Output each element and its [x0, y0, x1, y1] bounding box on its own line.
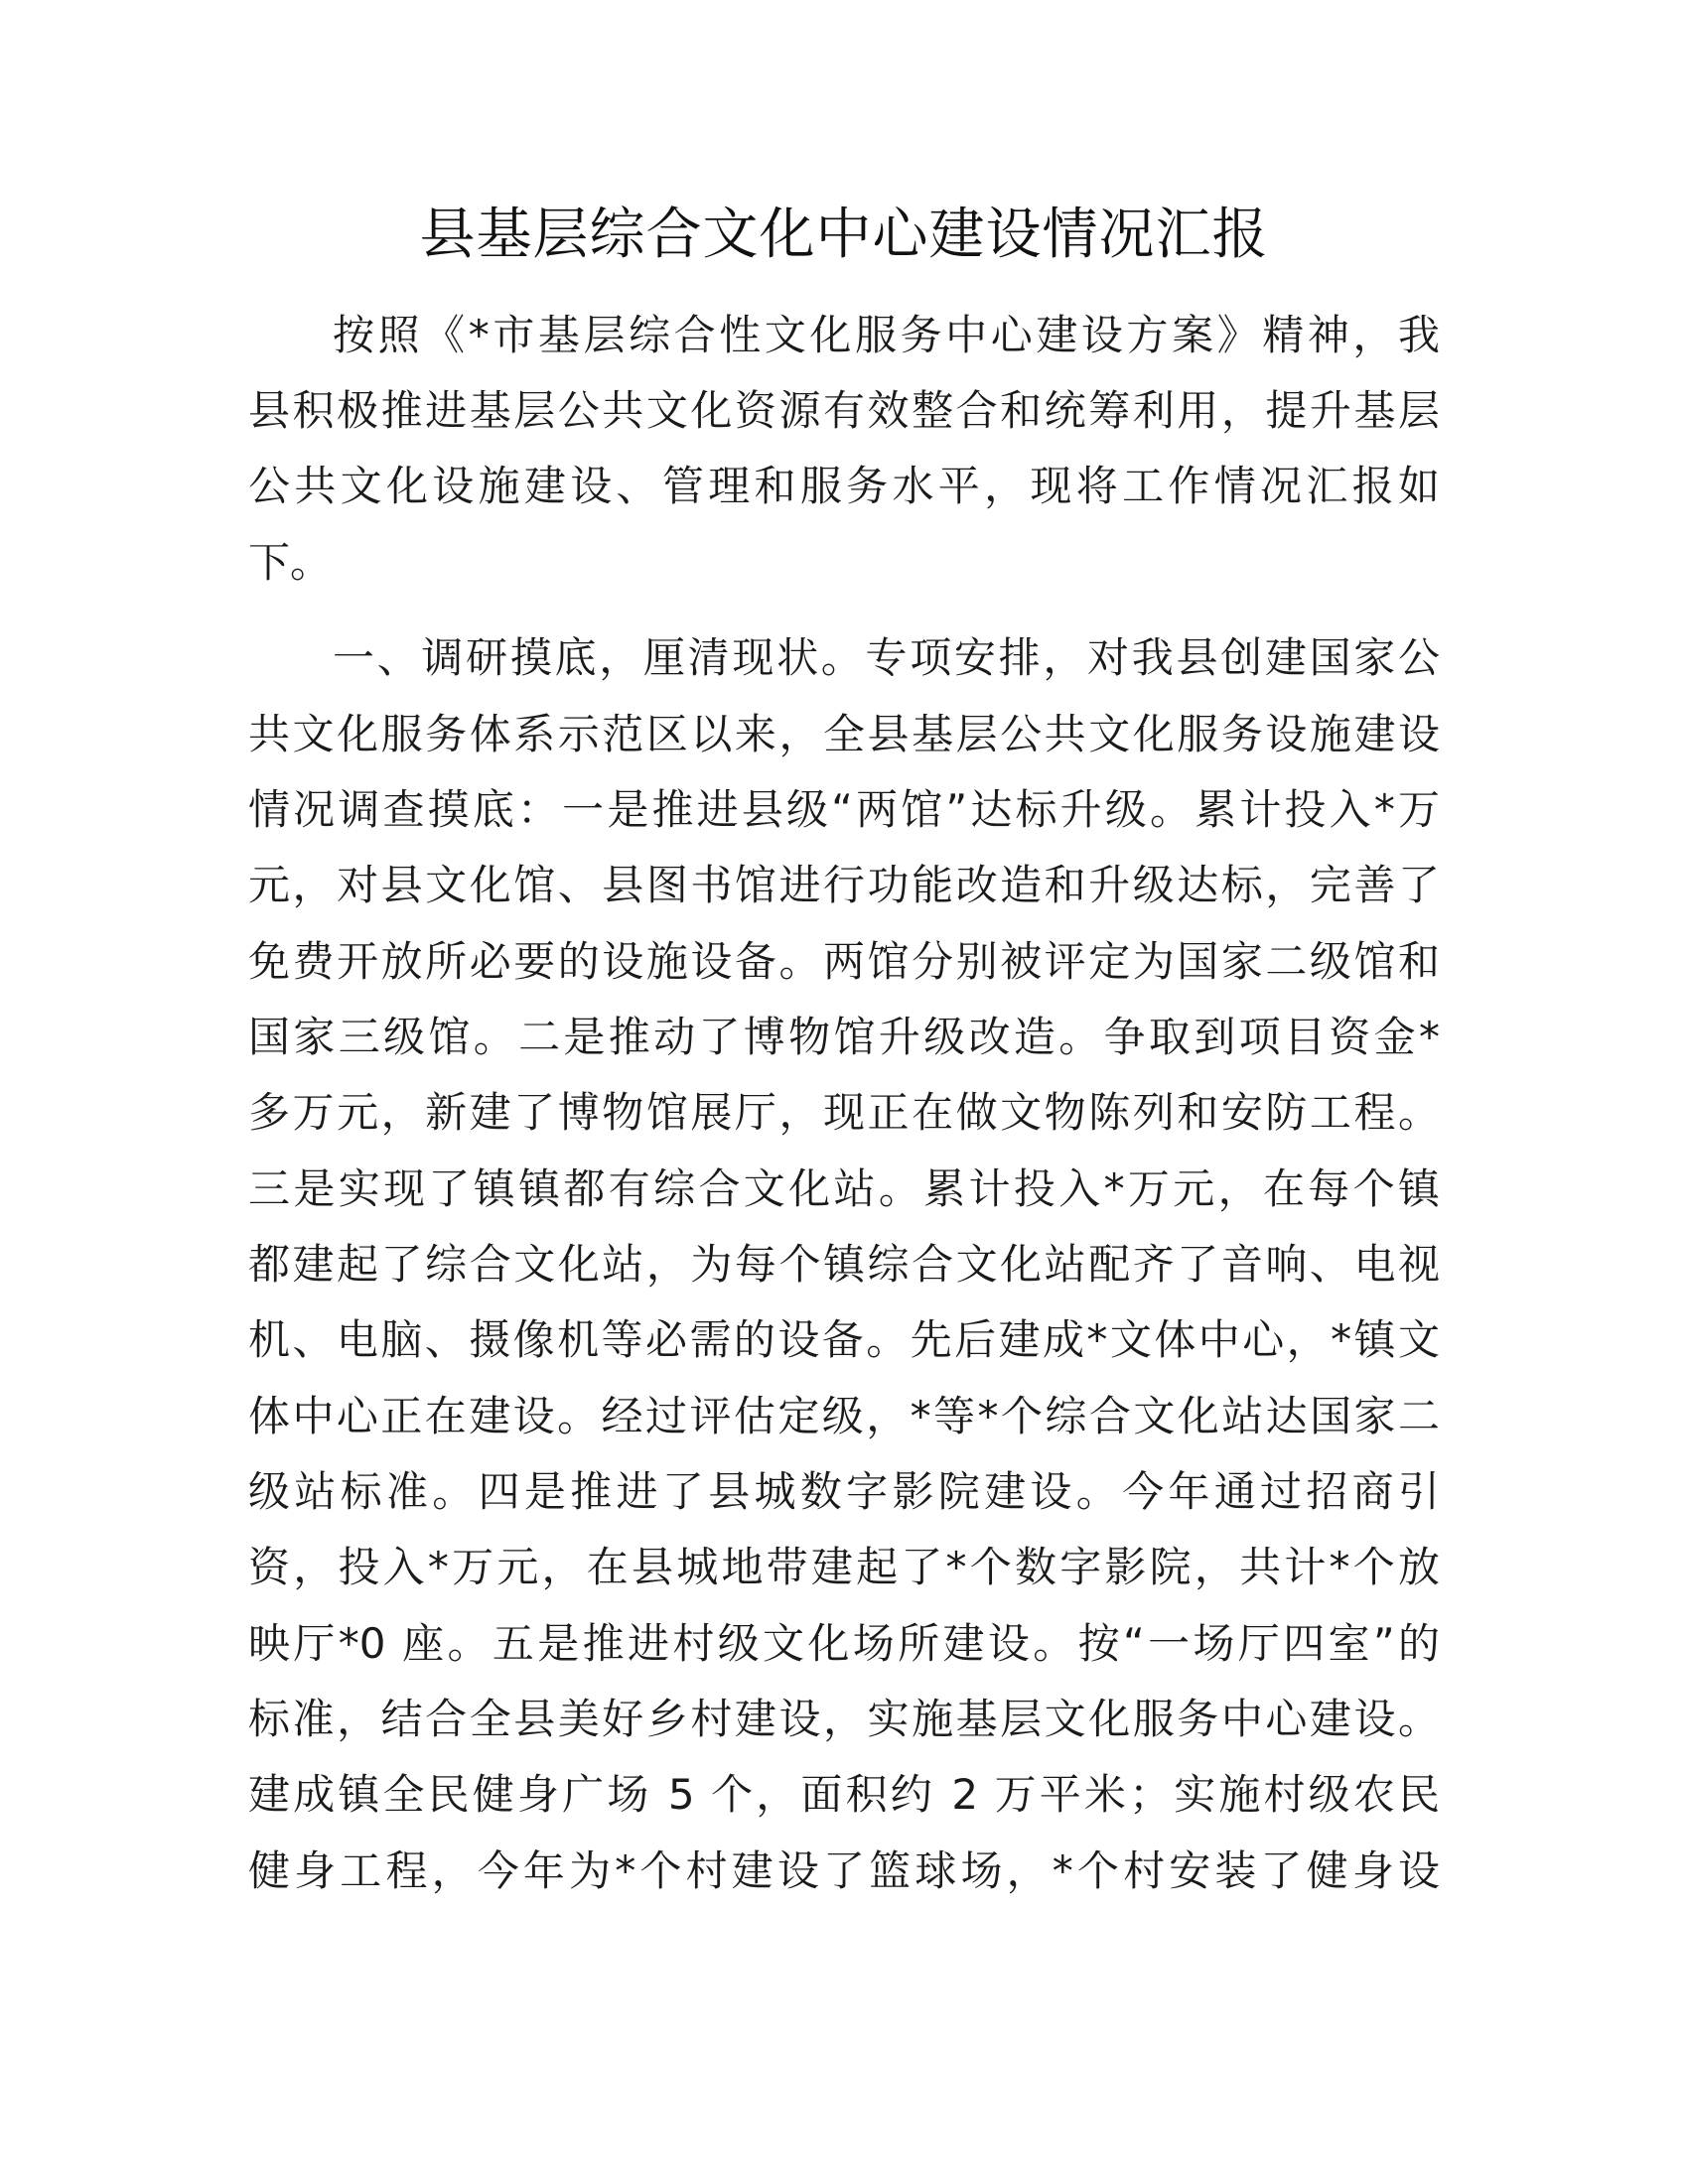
paragraph-2-line-5: 免费开放所必要的设施设备。两馆分别被评定为国家二级馆和 — [248, 937, 1440, 986]
paragraph-2-line-8: 三是实现了镇镇都有综合文化站。累计投入*万元，在每个镇 — [248, 1164, 1440, 1213]
paragraph-1-line-4: 下。 — [248, 538, 333, 587]
paragraph-2-line-17: 健身工程，今年为*个村建设了篮球场，*个村安装了健身设 — [248, 1846, 1440, 1895]
paragraph-2-line-1: 一、调研摸底，厘清现状。专项安排，对我县创建国家公 — [333, 633, 1440, 682]
paragraph-2-line-6: 国家三级馆。二是推动了博物馆升级改造。争取到项目资金* — [248, 1013, 1440, 1061]
paragraph-2-line-11: 体中心正在建设。经过评估定级，*等*个综合文化站达国家二 — [248, 1392, 1440, 1440]
document-title: 县基层综合文化中心建设情况汇报 — [419, 203, 1269, 267]
paragraph-2-line-16: 建成镇全民健身广场 5 个，面积约 2 万平米；实施村级农民 — [248, 1770, 1440, 1819]
paragraph-2-line-3: 情况调查摸底：一是推进县级“两馆”达标升级。累计投入*万 — [248, 785, 1440, 834]
paragraph-2-line-14: 映厅*0 座。五是推进村级文化场所建设。按“一场厅四室”的 — [248, 1619, 1440, 1668]
paragraph-2-line-2: 共文化服务体系示范区以来，全县基层公共文化服务设施建设 — [248, 710, 1440, 758]
paragraph-1-line-1: 按照《*市基层综合性文化服务中心建设方案》精神，我 — [333, 311, 1440, 359]
paragraph-2-line-10: 机、电脑、摄像机等必需的设备。先后建成*文体中心，*镇文 — [248, 1315, 1440, 1364]
paragraph-2-line-7: 多万元，新建了博物馆展厅，现正在做文物陈列和安防工程。 — [248, 1088, 1440, 1137]
paragraph-2-line-9: 都建起了综合文化站，为每个镇综合文化站配齐了音响、电视 — [248, 1240, 1440, 1289]
paragraph-1-line-2: 县积极推进基层公共文化资源有效整合和统筹利用，提升基层 — [248, 386, 1440, 435]
paragraph-2-line-4: 元，对县文化馆、县图书馆进行功能改造和升级达标，完善了 — [248, 861, 1440, 909]
paragraph-1-line-3: 公共文化设施建设、管理和服务水平，现将工作情况汇报如 — [248, 462, 1440, 510]
paragraph-2-line-13: 资，投入*万元，在县城地带建起了*个数字影院，共计*个放 — [248, 1543, 1440, 1591]
paragraph-2-line-15: 标准，结合全县美好乡村建设，实施基层文化服务中心建设。 — [248, 1695, 1440, 1743]
paragraph-2-line-12: 级站标准。四是推进了县城数字影院建设。今年通过招商引 — [248, 1467, 1440, 1516]
